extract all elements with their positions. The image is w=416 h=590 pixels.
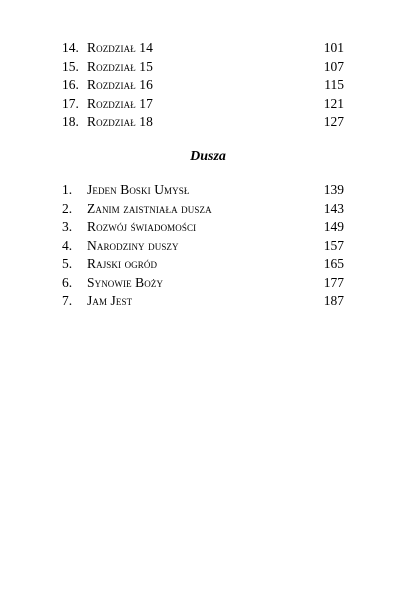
entry-title: Rozdział 16 xyxy=(87,77,153,92)
toc-entry xyxy=(62,113,344,132)
toc-entry xyxy=(62,76,344,95)
entry-title: Jam Jest xyxy=(87,293,133,308)
entry-page: 139 xyxy=(323,182,344,197)
entry-number: 3. xyxy=(62,219,73,234)
toc-entry xyxy=(62,200,344,219)
entry-number: 7. xyxy=(62,293,73,308)
entry-page: 107 xyxy=(323,58,344,74)
entry-title: Rozdział 14 xyxy=(87,40,153,55)
entry-page: 149 xyxy=(323,219,344,234)
entry-page: 187 xyxy=(323,293,344,308)
entry-page: 101 xyxy=(323,40,344,55)
entry-title: Zanim zaistniała dusza xyxy=(87,200,212,216)
entry-page: 115 xyxy=(324,77,344,92)
entry-number: 14. xyxy=(62,40,79,55)
entry-number: 2. xyxy=(62,200,73,216)
entry-title: Rozdział 17 xyxy=(87,95,153,111)
entry-number: 18. xyxy=(62,114,79,129)
entry-title: Rajski ogród xyxy=(87,256,158,271)
entry-title: Rozdział 15 xyxy=(87,58,153,74)
toc-entry xyxy=(62,181,344,200)
entry-page: 165 xyxy=(323,256,344,271)
section-heading: Dusza xyxy=(190,149,226,164)
entry-page: 177 xyxy=(323,274,344,290)
entry-number: 5. xyxy=(62,256,73,271)
toc-list-soul xyxy=(62,181,344,311)
entry-number: 17. xyxy=(62,95,79,111)
entry-title: Synowie Boży xyxy=(87,274,164,290)
toc-entry xyxy=(62,218,344,237)
toc-entry xyxy=(62,95,344,114)
toc-entry xyxy=(62,39,344,58)
toc-entry xyxy=(62,255,344,274)
entry-number: 6. xyxy=(62,274,73,290)
entry-title: Rozwój świadomości xyxy=(87,219,197,234)
toc-entry xyxy=(62,292,344,311)
toc-entry xyxy=(62,58,344,77)
entry-title: Narodziny duszy xyxy=(87,237,179,253)
entry-page: 143 xyxy=(323,200,344,216)
toc-entry xyxy=(62,237,344,256)
toc-entry xyxy=(62,274,344,293)
entry-title: Rozdział 18 xyxy=(87,114,153,129)
entry-page: 157 xyxy=(323,237,344,253)
entry-number: 16. xyxy=(62,77,79,92)
entry-page: 121 xyxy=(323,95,344,111)
entry-number: 4. xyxy=(62,237,73,253)
entry-number: 15. xyxy=(62,58,79,74)
entry-page: 127 xyxy=(323,114,344,129)
entry-title: Jeden Boski Umysł xyxy=(87,182,190,197)
entry-number: 1. xyxy=(62,182,73,197)
toc-list-chapters xyxy=(62,39,344,132)
